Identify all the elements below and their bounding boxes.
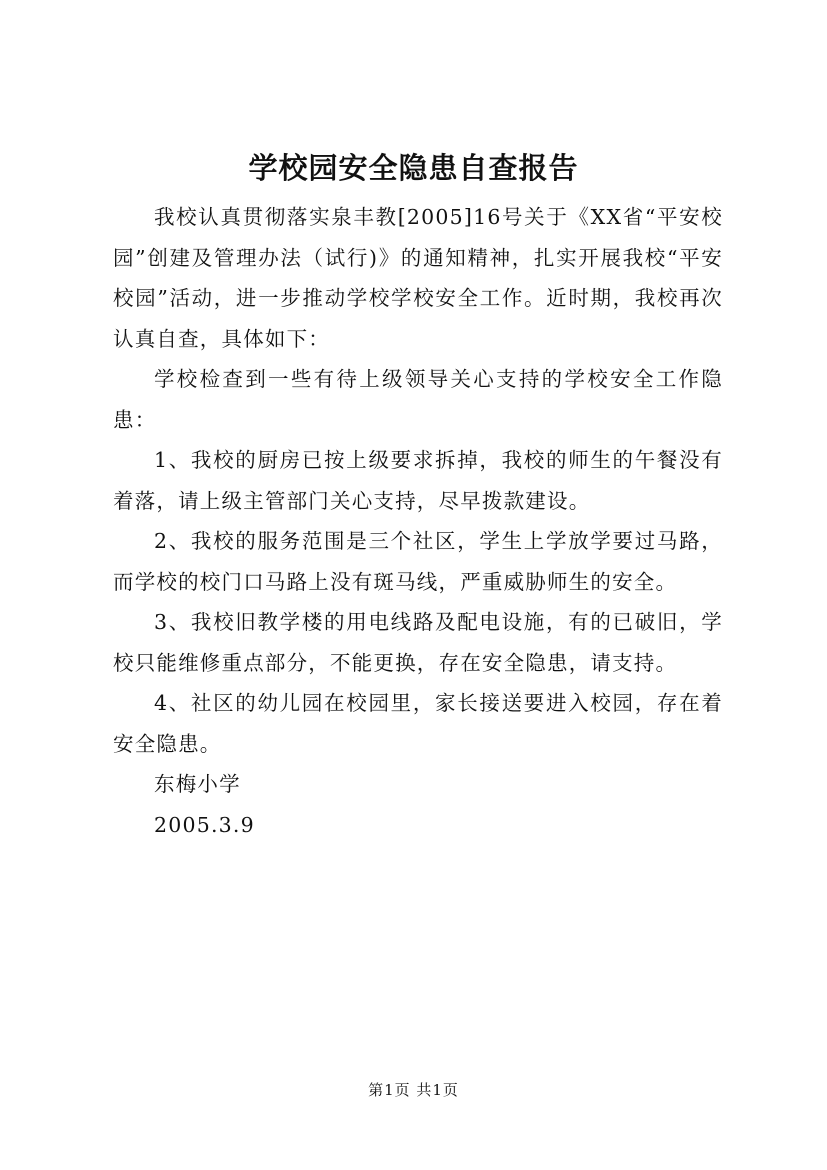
page-footer: 第1页 共1页 — [368, 1081, 459, 1099]
date: 2005.3.9 — [154, 812, 255, 837]
paragraph-summary: 学校检查到一些有待上级领导关心支持的学校安全工作隐患： — [113, 367, 723, 432]
paragraph-item-4: 4、社区的幼儿园在校园里，家长接送要进入校园，存在着安全隐患。 — [113, 691, 723, 756]
paragraph-intro: 我校认真贯彻落实泉丰教[2005]16号关于《XX省“平安校园”创建及管理办法（试行)》的通知精神，扎实开展我校“平安校园”活动，进一步推动学校学校安全工作。近时期，我校再次认真自查，具体如下： — [113, 205, 723, 351]
paragraph-item-2: 2、我校的服务范围是三个社区，学生上学放学要过马路，而学校的校门口马路上没有斑马线，严重威胁师生的安全。 — [113, 529, 723, 594]
signature: 东梅小学 — [154, 772, 241, 796]
paragraph-item-1: 1、我校的厨房已按上级要求拆掉，我校的师生的午餐没有着落，请上级主管部门关心支持，尽早拨款建设。 — [113, 448, 723, 513]
document-body — [113, 197, 723, 845]
paragraph-item-3: 3、我校旧教学楼的用电线路及配电设施，有的已破旧，学校只能维修重点部分，不能更换，存在安全隐患，请支持。 — [113, 610, 723, 675]
page-title: 学校园安全隐患自查报告 — [248, 151, 579, 185]
